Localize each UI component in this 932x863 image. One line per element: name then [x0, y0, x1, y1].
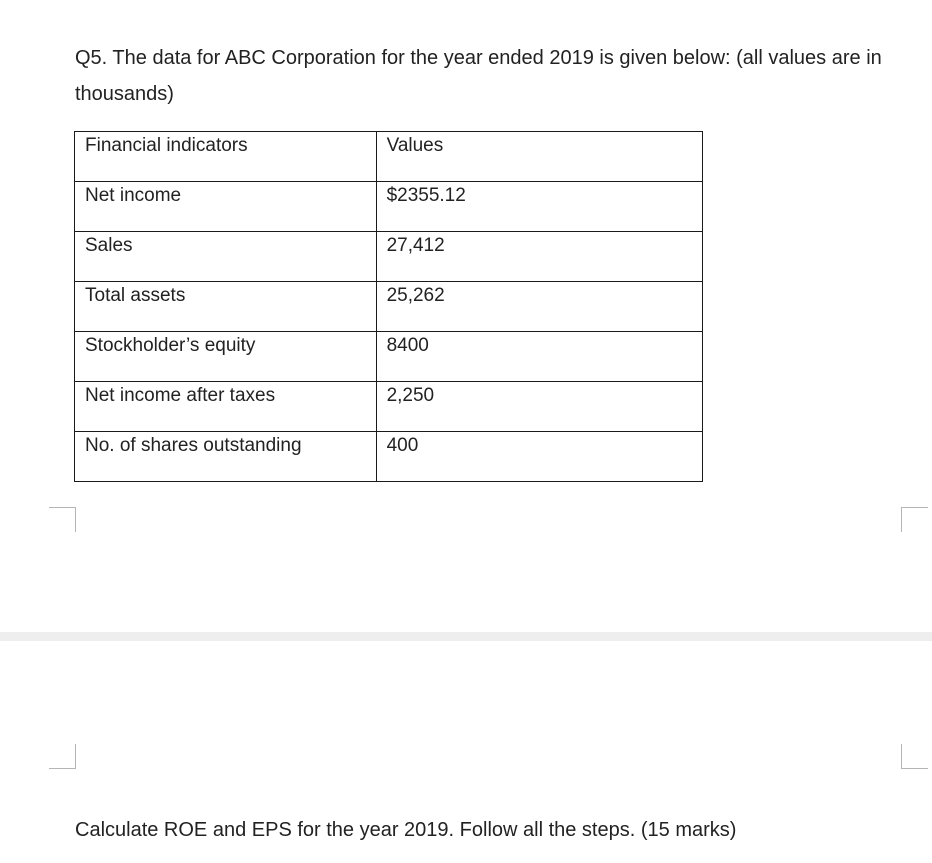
table-row [75, 432, 703, 482]
table-row [75, 182, 703, 232]
table-row [75, 332, 703, 382]
value-cell: 2,250 [376, 382, 702, 432]
value-cell: 8400 [376, 332, 702, 382]
indicator-cell: Net income [75, 182, 377, 232]
table-row [75, 382, 703, 432]
value-cell: 400 [376, 432, 702, 482]
table-row [75, 282, 703, 332]
financial-data-table [74, 131, 703, 482]
margin-corner-mark [49, 744, 76, 769]
header-cell-indicator: Financial indicators [75, 132, 377, 182]
indicator-cell: Sales [75, 232, 377, 282]
indicator-cell: No. of shares outstanding [75, 432, 377, 482]
header-cell-value: Values [376, 132, 702, 182]
value-cell: 25,262 [376, 282, 702, 332]
table-row [75, 232, 703, 282]
margin-corner-mark [49, 507, 76, 532]
value-cell: 27,412 [376, 232, 702, 282]
instruction-text: Calculate ROE and EPS for the year 2019. Follow all the steps. (15 marks) [75, 819, 737, 841]
table-header-row [75, 132, 703, 182]
page-break [0, 632, 932, 641]
margin-corner-mark [901, 744, 928, 769]
indicator-cell: Stockholder’s equity [75, 332, 377, 382]
value-cell: $2355.12 [376, 182, 702, 232]
indicator-cell: Total assets [75, 282, 377, 332]
question-text: Q5. The data for ABC Corporation for the year ended 2019 is given below: (all values are in thousands) [75, 47, 882, 105]
indicator-cell: Net income after taxes [75, 382, 377, 432]
margin-corner-mark [901, 507, 928, 532]
